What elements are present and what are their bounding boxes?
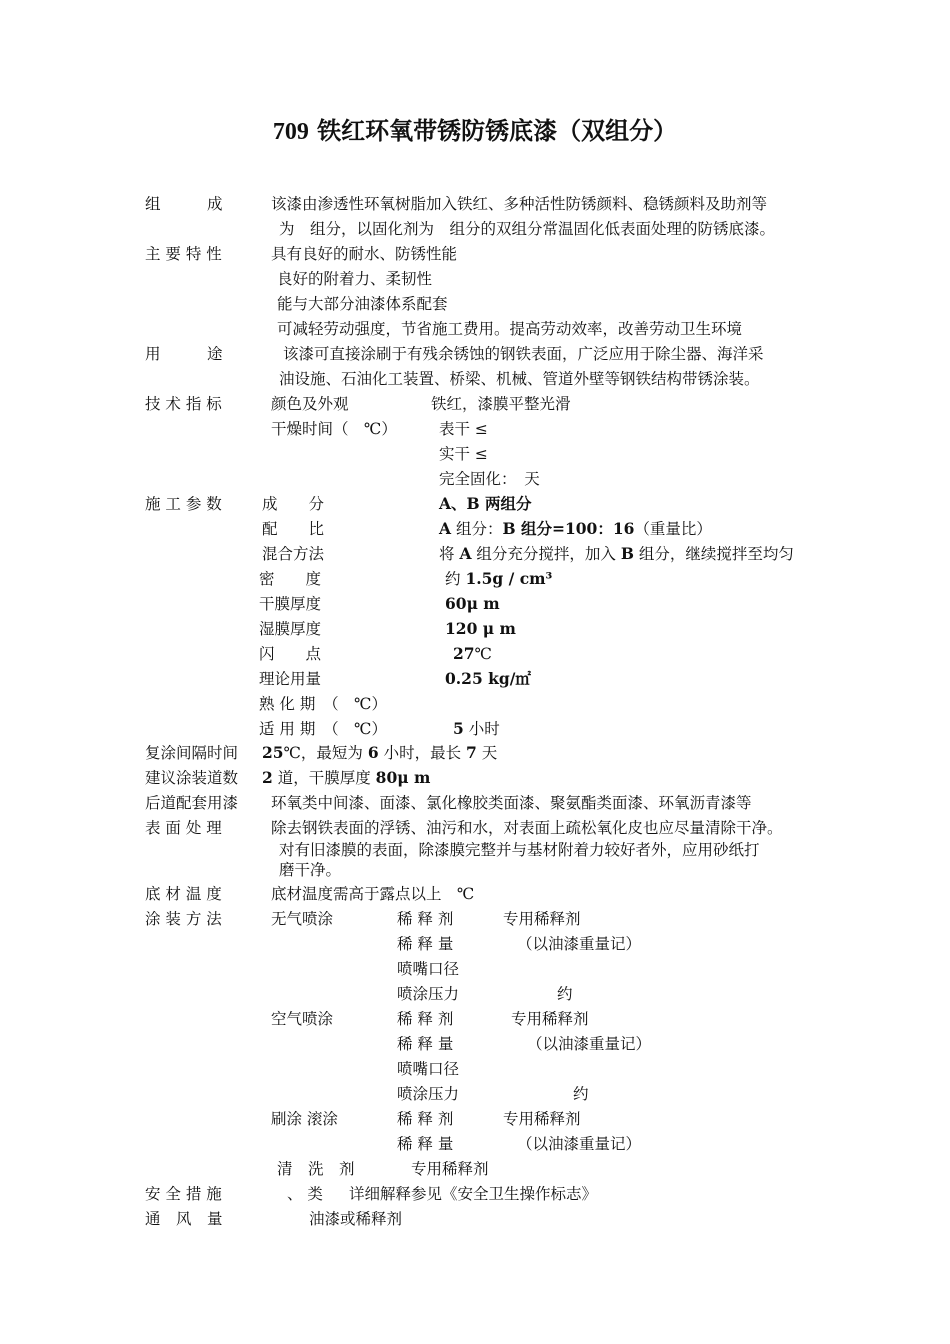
airless-nozzle-label: 喷嘴口径	[397, 960, 460, 978]
surface-line3: 磨干净。	[279, 861, 342, 879]
color-label: 颜色及外观	[271, 395, 349, 413]
feature-item: 具有良好的耐水、防锈性能	[271, 245, 458, 263]
ratio-mid: 组分：	[451, 520, 503, 538]
air-ratio-value: （以油漆重量记）	[527, 1035, 652, 1053]
features-label: 主 要 特 性	[145, 245, 222, 263]
mixing-b: B	[620, 544, 634, 563]
recoat-label: 复涂间隔时间	[145, 744, 239, 762]
recoat-end: 天	[476, 744, 498, 762]
feature-item: 能与大部分油漆体系配套	[277, 295, 448, 313]
recoat-mid2: 小时，最长	[378, 744, 467, 762]
ratio-label: 配 比	[262, 520, 325, 538]
components-label: 成 分	[262, 495, 325, 513]
safety-prefix: 、 类	[287, 1185, 323, 1203]
recoat-min: 6	[367, 743, 379, 762]
air-spray-label: 空气喷涂	[271, 1010, 334, 1028]
pot-life-num: 5	[453, 719, 464, 738]
title-text: 铁红环氧带锈防锈底漆（双组分）	[308, 116, 678, 145]
airless-thinner-label: 稀 释 剂	[397, 910, 454, 928]
surface-line1: 除去钢铁表面的浮锈、油污和水，对表面上疏松氧化皮也应尽量清除干净。	[271, 819, 783, 837]
ratio-value	[439, 519, 712, 539]
usage-line2: 油设施、石油化工装置、桥梁、机械、管道外壁等钢铁结构带锈涂装。	[279, 370, 760, 388]
substrate-value: 底材温度需高于露点以上 ℃	[271, 885, 475, 903]
recoat-temp: 25	[262, 743, 284, 762]
air-thinner-value: 专用稀释剂	[511, 1010, 589, 1028]
cleaning-label: 清 洗 剂	[277, 1160, 355, 1178]
airless-ratio-value: （以油漆重量记）	[517, 935, 642, 953]
brush-ratio-label: 稀 释 量	[397, 1135, 454, 1153]
induction-label: 熟 化 期 （ ℃）	[259, 695, 387, 713]
color-value: 铁红，漆膜平整光滑	[431, 395, 571, 413]
topcoat-value: 环氧类中间漆、面漆、氯化橡胶类面漆、聚氨酯类面漆、环氧沥青漆等	[271, 794, 752, 812]
pot-life-label: 适 用 期 （ ℃）	[259, 720, 387, 738]
composition-label: 组 成	[145, 195, 223, 213]
hard-dry: 实干 ≤	[439, 445, 488, 463]
mixing-mid: 组分充分搅拌，加入	[471, 545, 621, 563]
airless-thinner-value: 专用稀释剂	[503, 910, 581, 928]
air-pressure-value: 约	[573, 1085, 589, 1103]
surface-dry: 表干 ≤	[439, 420, 488, 438]
airless-pressure-value: 约	[557, 985, 573, 1003]
airless-pressure-label: 喷涂压力	[397, 985, 460, 1003]
density-number: 1.5g / cm³	[465, 569, 553, 588]
ventilation-label: 通 风 量	[145, 1210, 223, 1228]
safety-value: 详细解释参见《安全卫生操作标志》	[349, 1185, 598, 1203]
mixing-value	[439, 544, 794, 564]
density-prefix: 约	[445, 570, 466, 588]
mixing-a: A	[459, 544, 472, 563]
recoat-max: 7	[466, 743, 477, 762]
airless-ratio-label: 稀 释 量	[397, 935, 454, 953]
flash-point-label: 闪 点	[259, 645, 322, 663]
dry-film-value: 60μ m	[445, 594, 500, 613]
wet-film-value: 120 μ m	[445, 619, 516, 638]
flash-point-value	[453, 644, 492, 664]
coats-value	[262, 768, 430, 788]
substrate-label: 底 材 温 度	[145, 885, 222, 903]
construction-label: 施 工 参 数	[145, 495, 222, 513]
coats-mid: 道，干膜厚度	[272, 769, 376, 787]
coverage-label: 理论用量	[259, 670, 322, 688]
flash-unit: ℃	[474, 645, 492, 663]
brush-thinner-label: 稀 释 剂	[397, 1110, 454, 1128]
safety-label: 安 全 措 施	[145, 1185, 222, 1203]
components-value: A、B 两组分	[439, 494, 532, 513]
ventilation-value: 油漆或稀释剂	[309, 1210, 403, 1228]
document-title	[0, 114, 950, 149]
topcoat-label: 后道配套用漆	[145, 794, 239, 812]
ratio-num: 组分=100：16	[515, 519, 635, 538]
air-pressure-label: 喷涂压力	[397, 1085, 460, 1103]
usage-label: 用 途	[145, 345, 223, 363]
mixing-label: 混合方法	[262, 545, 325, 563]
surface-line2: 对有旧漆膜的表面，除漆膜完整并与基材附着力较好者外，应用砂纸打	[279, 841, 760, 859]
brush-ratio-value: （以油漆重量记）	[517, 1135, 642, 1153]
coats-label: 建议涂装道数	[145, 769, 239, 787]
dry-film-label: 干膜厚度	[259, 595, 322, 613]
dry-time-label: 干燥时间（ ℃）	[271, 420, 397, 438]
recoat-value	[262, 743, 497, 763]
full-cure: 完全固化： 天	[439, 470, 540, 488]
coats-num: 2	[262, 768, 273, 787]
density-value	[445, 569, 552, 589]
pot-life-value	[453, 719, 500, 739]
coats-thickness: 80μ m	[375, 768, 431, 787]
composition-line2: 为 组分，以固化剂为 组分的双组分常温固化低表面处理的防锈底漆。	[279, 220, 776, 238]
ratio-b: B	[502, 519, 516, 538]
wet-film-label: 湿膜厚度	[259, 620, 322, 638]
feature-item: 可减轻劳动强度，节省施工费用。提高劳动效率，改善劳动卫生环境	[277, 320, 743, 338]
feature-item: 良好的附着力、柔韧性	[277, 270, 433, 288]
flash-num: 27	[453, 644, 475, 663]
composition-line1: 该漆由渗透性环氧树脂加入铁红、多种活性防锈颜料、稳锈颜料及助剂等	[271, 195, 768, 213]
title-number: 709	[272, 119, 309, 145]
brush-thinner-value: 专用稀释剂	[503, 1110, 581, 1128]
pot-life-unit: 小时	[463, 720, 500, 738]
tech-specs-label: 技 术 指 标	[145, 395, 222, 413]
surface-label: 表 面 处 理	[145, 819, 222, 837]
coverage-value: 0.25 kg/㎡	[445, 669, 531, 688]
brush-roll-label: 刷涂 滚涂	[271, 1110, 338, 1128]
mixing-post: 组分，继续搅拌至均匀	[633, 545, 794, 563]
air-thinner-label: 稀 释 剂	[397, 1010, 454, 1028]
density-label: 密 度	[259, 570, 322, 588]
air-ratio-label: 稀 释 量	[397, 1035, 454, 1053]
cleaning-value: 专用稀释剂	[411, 1160, 489, 1178]
mixing-pre: 将	[439, 545, 460, 563]
recoat-mid: ℃，最短为	[283, 744, 368, 762]
ratio-a: A	[439, 519, 452, 538]
ratio-note: （重量比）	[634, 520, 712, 538]
application-label: 涂 装 方 法	[145, 910, 222, 928]
airless-label: 无气喷涂	[271, 910, 334, 928]
air-nozzle-label: 喷嘴口径	[397, 1060, 460, 1078]
usage-line1: 该漆可直接涂刷于有残余锈蚀的钢铁表面，广泛应用于除尘器、海洋采	[283, 345, 764, 363]
